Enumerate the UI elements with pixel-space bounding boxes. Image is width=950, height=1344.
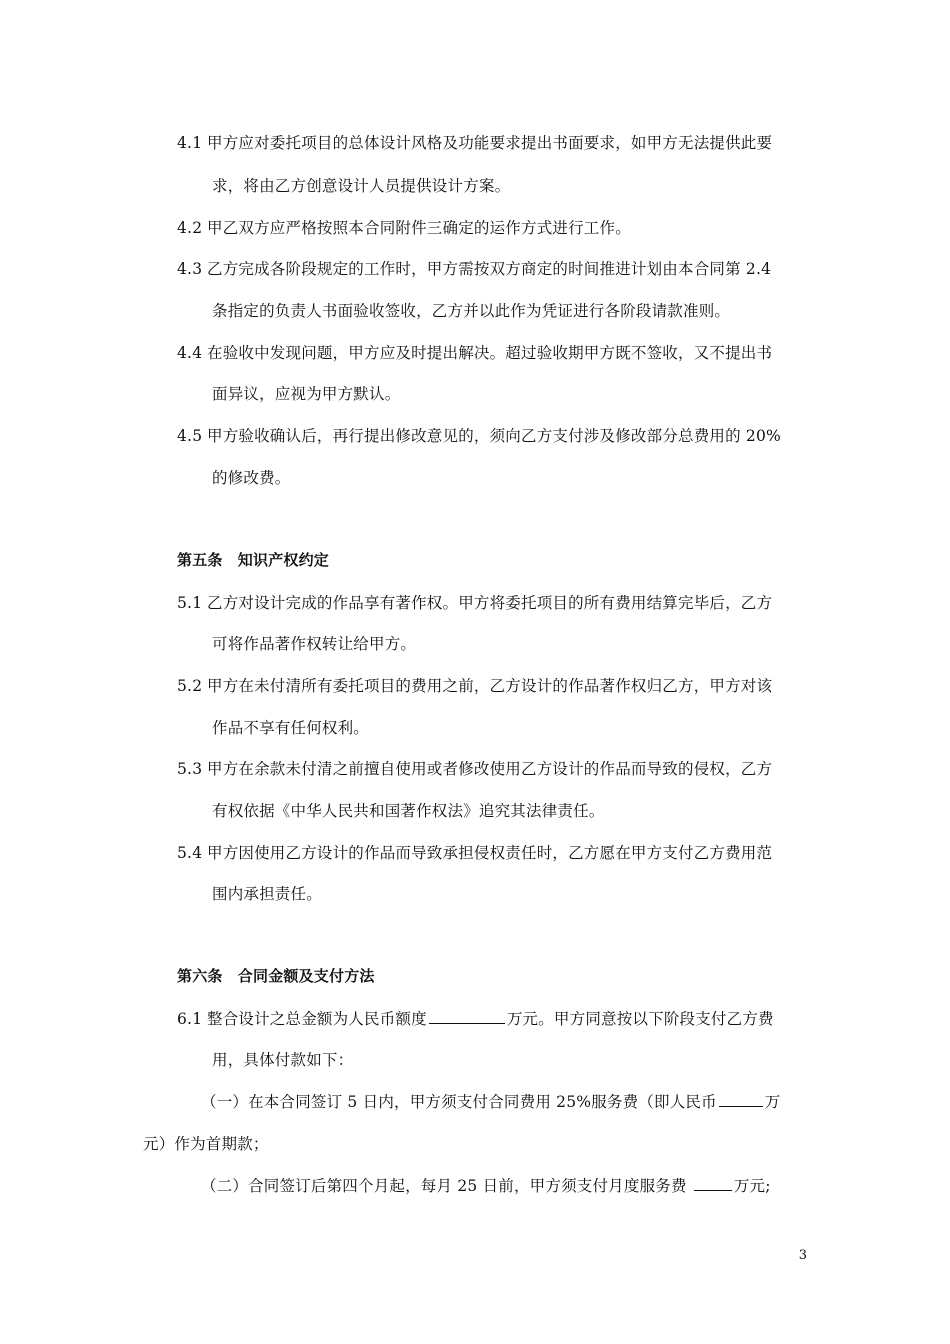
section-5-heading: 第五条 知识产权约定 bbox=[177, 551, 330, 569]
payment-item-1: （一）在本合同签订 5 日内，甲方须支付合同费用 25%服务费（即人民币 万 bbox=[201, 1093, 781, 1111]
clause-5-3: 5.3 甲方在余款未付清之前擅自使用或者修改使用乙方设计的作品而导致的侵权，乙方 bbox=[177, 760, 773, 778]
clause-4-2: 4.2 甲乙双方应严格按照本合同附件三确定的运作方式进行工作。 bbox=[177, 219, 631, 237]
section-6-heading: 第六条 合同金额及支付方法 bbox=[177, 967, 375, 985]
clause-6-1: 6.1 整合设计之总金额为人民币额度 万元。甲方同意按以下阶段支付乙方费 bbox=[177, 1010, 774, 1028]
clause-5-1: 5.1 乙方对设计完成的作品享有著作权。甲方将委托项目的所有费用结算完毕后，乙方 bbox=[177, 594, 773, 612]
payment-item-2: （二）合同签订后第四个月起，每月 25 日前，甲方须支付月度服务费 万元; bbox=[201, 1177, 771, 1195]
clause-5-4: 5.4 甲方因使用乙方设计的作品而导致承担侵权责任时，乙方愿在甲方支付乙方费用范 bbox=[177, 844, 773, 862]
clause-4-5: 4.5 甲方验收确认后，再行提出修改意见的，须向乙方支付涉及修改部分总费用的 20% bbox=[177, 427, 781, 445]
clause-5-2: 5.2 甲方在未付清所有委托项目的费用之前，乙方设计的作品著作权归乙方，甲方对该 bbox=[177, 677, 773, 695]
clause-5-3-cont: 有权依据《中华人民共和国著作权法》追究其法律责任。 bbox=[212, 802, 605, 820]
payment-item-1-cont: 元）作为首期款； bbox=[143, 1135, 269, 1153]
clause-4-5-cont: 的修改费。 bbox=[212, 469, 291, 487]
clause-4-4-cont: 面异议，应视为甲方默认。 bbox=[212, 385, 401, 403]
clause-4-3-cont: 条指定的负责人书面验收签收，乙方并以此作为凭证进行各阶段请款准则。 bbox=[212, 302, 731, 320]
clause-6-1-cont: 用，具体付款如下： bbox=[212, 1051, 354, 1069]
page-number: 3 bbox=[798, 1248, 807, 1263]
clause-4-1: 4.1 甲方应对委托项目的总体设计风格及功能要求提出书面要求，如甲方无法提供此要 bbox=[177, 134, 773, 152]
clause-5-4-cont: 围内承担责任。 bbox=[212, 885, 322, 903]
amount-blank[interactable] bbox=[429, 1009, 505, 1024]
clause-4-3: 4.3 乙方完成各阶段规定的工作时，甲方需按双方商定的时间推进计划由本合同第 2.4 bbox=[177, 260, 772, 278]
clause-4-1-cont: 求，将由乙方创意设计人员提供设计方案。 bbox=[212, 177, 511, 195]
first-payment-blank[interactable] bbox=[719, 1092, 763, 1107]
clause-5-1-cont: 可将作品著作权转让给甲方。 bbox=[212, 635, 417, 653]
clause-5-2-cont: 作品不享有任何权利。 bbox=[212, 719, 370, 737]
clause-4-4: 4.4 在验收中发现问题，甲方应及时提出解决。超过验收期甲方既不签收，又不提出书 bbox=[177, 344, 773, 362]
monthly-fee-blank[interactable] bbox=[694, 1176, 732, 1191]
